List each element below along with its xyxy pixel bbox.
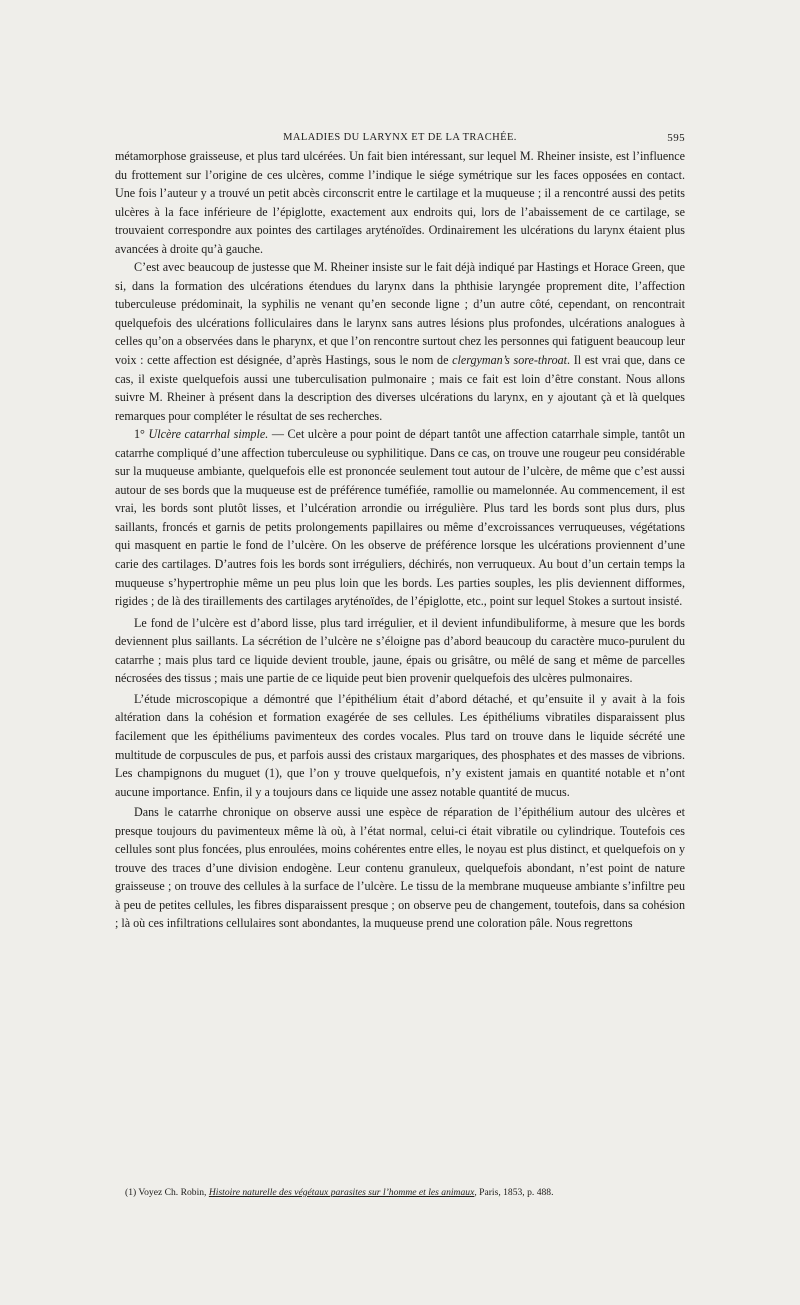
paragraph: L’étude microscopique a démontré que l’épithélium était d’abord détaché, et qu’ensuite il y avait à la fois altération dans la cohésion et formation exagérée de ses cellules. Les épithéliums vibratiles disparaissent plus facilement que les épithéliums pavimenteux des cordes vocales. Plus tard on trouve dans le liquide sécrété une multitude de corpuscules de pus, et parfois aussi des cristaux margariques, des phosphates et des masses de vibrions. Les champignons du muguet (1), que l’on y trouve quelquefois, n’y existent jamais en quantité notable et n’ont aucune importance. Enfin, il y a toujours dans ce liquide une assez notable quantité de mucus. [115,691,685,799]
footnote-text: , Paris, 1853, p. 488. [474,1187,554,1198]
footnote-text: Voyez Ch. Robin, [136,1187,209,1198]
footnote-marker: (1) [125,1187,137,1198]
running-head: MALADIES DU LARYNX ET DE LA TRACHÉE. [283,132,517,143]
body-text [115,147,685,936]
footnote-book-title: Histoire naturelle des végétaux parasites sur l’homme et les animaux [208,1187,475,1198]
paragraph [115,425,685,610]
text-run: . Il est vrai que, dans ce cas, il existe quelquefois aussi une tuberculisation pulmonaire ; mais ce fait est loin d’être constant. Nous allons suivre M. Rheiner à présent dans la description des diverses ulcérations du larynx, en y ajoutant çà et là quelques remarques pour compléter le résultat de ses recherches. [115,353,685,423]
section-number: 1° [134,427,145,442]
text-run: — Cet ulcère a pour point de départ tantôt une affection catarrhale simple, tantôt un catarrhe compliqué d’une affection tuberculeuse ou syphilitique. Dans ce cas, on trouve une rougeur peu considérable sur la muqueuse ambiante, quelquefois elle est prononcée seulement tout autour de l’ulcère, de même que c’est aussi autour de ses bords que la muqueuse est de préférence tuméfiée, ramollie ou mamelonnée. Au commencement, il est vrai, les bords sont plutôt lisses, et l’ulcération arrondie ou irrégulière. Plus tard les bords sont plus durs, plus saillants, froncés et garnis de petits prolongements papillaires ou même d’excroissances verruqueuses, végétations qui masquent en partie le fond de l’ulcère. On les observe de préférence lorsque les ulcérations proviennent d’une carie des cartilages. D’autres fois les bords sont irréguliers, déchirés, non verruqueux. Au bout d’un certain temps la muqueuse s’hypertrophie même un peu plus loin que les bords. Les parties souples, les plis deviennent difformes, rigides ; de là des tiraillements des cartilages aryténoïdes, de l’épiglotte, etc., point sur lequel Stokes a surtout insisté. [115,427,685,609]
italic-term: clergyman’s sore-throat [452,353,568,368]
page-header [115,132,685,148]
paragraph: Dans le catarrhe chronique on observe aussi une espèce de réparation de l’épithélium autour des ulcères et presque toujours du pavimenteux même là où, à l’état normal, celui-ci était vibratile ou cylindrique. Toutefois ces cellules sont plus foncées, plus enroulées, moins cohérentes entre elles, le noyau est plus distinct, et quelquefois on y trouve des traces d’une division endogène. Leur contenu granuleux, quelquefois abondant, n’est point de nature graisseuse ; on trouve des cellules à la surface de l’ulcère. Le tissu de la membrane muqueuse ambiante s’infiltre peu à peu de petites cellules, les fibres disparaissent presque ; on observe peu de changement, toutefois, dans sa cohésion ; là où ces infiltrations cellulaires sont abondantes, la muqueuse prend une coloration pâle. Nous regrettons [115,805,685,931]
footnote [125,1187,685,1199]
page-number: 595 [667,132,685,144]
section-title: Ulcère catarrhal simple. [148,427,269,442]
paragraph: Le fond de l’ulcère est d’abord lisse, plus tard irrégulier, et il devient infundibuliforme, à mesure que les bords deviennent plus saillants. La sécrétion de l’ulcère ne s’éloigne pas d’abord beaucoup du caractère muco-purulent du catarrhe ; mais plus tard ce liquide devient trouble, jaune, épais ou grisâtre, ou mêlé de sang et même de parcelles nécrosées des tissus ; mais une partie de ce liquide peut bien provenir quelquefois des ulcères pulmonaires. [115,615,685,686]
paragraph: métamorphose graisseuse, et plus tard ulcérées. Un fait bien intéressant, sur lequel M. Rheiner insiste, est l’influence du frottement sur l’origine de ces ulcères, comme l’indique le siége symétrique sur les faces opposées en contact. Une fois l’auteur y a trouvé un petit abcès circonscrit entre le cartilage et la muqueuse ; il a rencontré aussi des petits ulcères à la face inférieure de l’épiglotte, exactement aux endroits qui, lors de l’abaissement de ce cartilage, se trouvaient correspondre aux pointes des cartilages aryténoïdes. Ordinairement les ulcérations du larynx étaient plus avancées à droite qu’à gauche. [115,149,685,256]
paragraph [115,258,685,425]
text-run: C’est avec beaucoup de justesse que M. Rheiner insiste sur le fait déjà indiqué par Hastings et Horace Green, que si, dans la formation des ulcérations étendues du larynx dans la phthisie laryngée proprement dite, l’affection tuberculeuse prédominait, la syphilis ne venant qu’en seconde ligne ; d’un autre côté, cependant, on rencontrait quelquefois des ulcérations folliculaires dans le larynx sans autres lésions plus profondes, ulcérations analogues à celles qu’on a observées dans le pharynx, et que l’on rencontre surtout chez les personnes qui fatiguent beaucoup leur voix : cette affection est désignée, d’après Hastings, sous le nom de [115,260,685,368]
